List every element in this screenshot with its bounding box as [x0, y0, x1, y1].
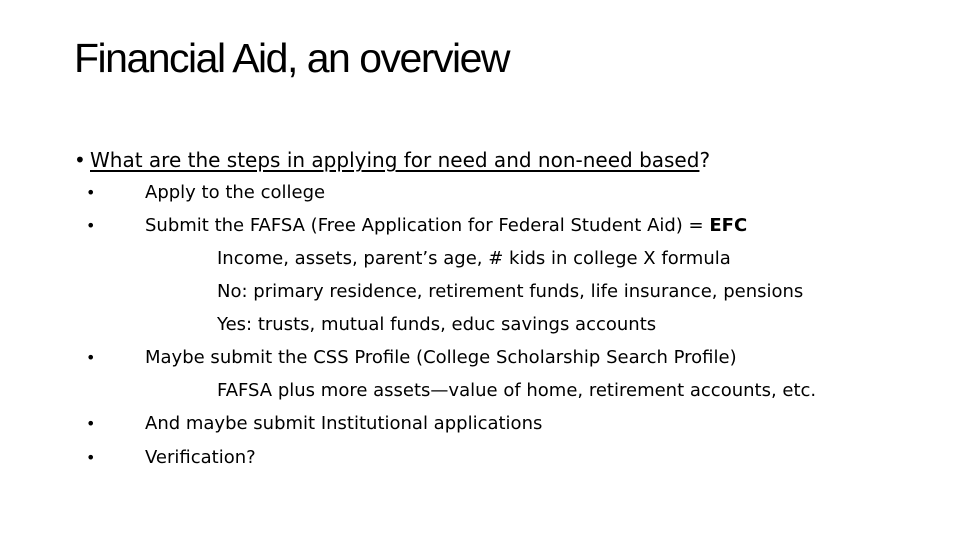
slide-title: Financial Aid, an overview	[74, 35, 510, 81]
fafsa-detail-no: No: primary residence, retirement funds, life insurance, pensions	[217, 281, 804, 302]
fafsa-detail-yes: Yes: trusts, mutual funds, educ savings accounts	[217, 314, 657, 335]
step-institutional: And maybe submit Institutional applications	[145, 413, 543, 434]
bullet-icon: •	[74, 148, 86, 172]
fafsa-detail-formula: Income, assets, parent’s age, # kids in college X formula	[217, 248, 731, 269]
bullet-icon: •	[86, 183, 96, 202]
bullet-icon: •	[86, 414, 96, 433]
step-verification: Verification?	[145, 447, 256, 468]
css-profile-detail: FAFSA plus more assets—value of home, retirement accounts, etc.	[217, 380, 817, 401]
bullet-icon: •	[86, 216, 96, 235]
bullet-icon: •	[86, 348, 96, 367]
step-apply: Apply to the college	[145, 182, 326, 203]
question-text: What are the steps in applying for need and non-need based	[90, 148, 700, 172]
question-mark: ?	[699, 148, 711, 172]
step-fafsa	[145, 214, 747, 238]
bullet-icon: •	[86, 448, 96, 467]
step-fafsa-text: Submit the FAFSA (Free Application for Federal Student Aid) =	[145, 215, 704, 236]
step-css-profile: Maybe submit the CSS Profile (College Scholarship Search Profile)	[145, 347, 737, 368]
question-item	[74, 146, 710, 174]
efc-label: EFC	[709, 215, 748, 236]
